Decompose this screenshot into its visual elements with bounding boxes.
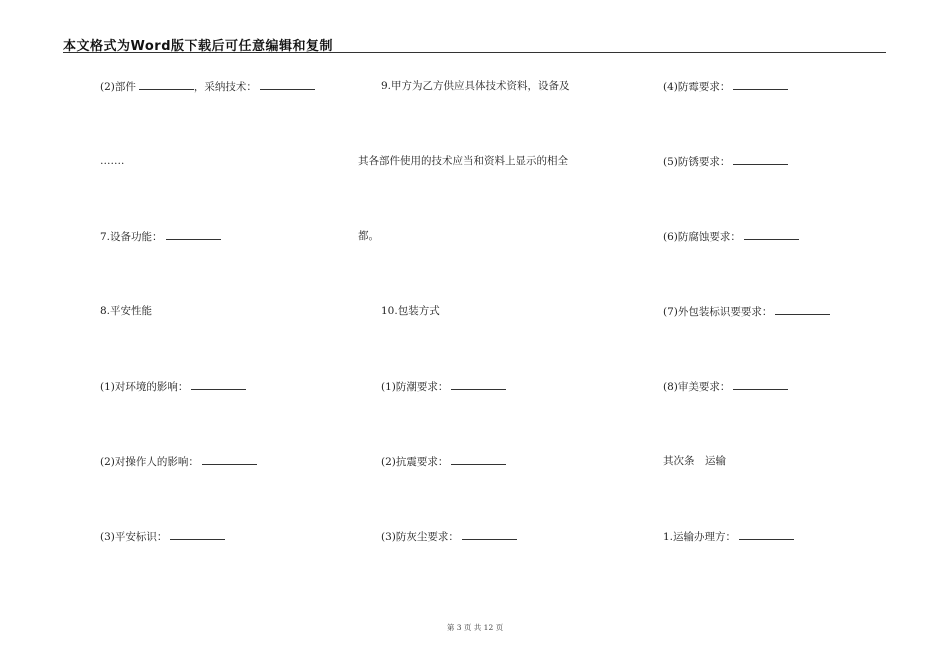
- col2-line-5: [381, 379, 506, 394]
- col3-line-5: [663, 379, 788, 394]
- col2-line-7: [381, 529, 517, 544]
- col2-line-4-text: 10.包装方式: [381, 305, 440, 317]
- fill-blank: [166, 229, 221, 240]
- col1-line-5-text: (1)对环境的影响：: [100, 381, 189, 393]
- header-title: 本文格式为Word版下载后可任意编辑和复制: [63, 39, 334, 54]
- col1-line-6: [100, 454, 257, 469]
- col2-line-3-text: 都。: [358, 230, 379, 242]
- col1-line-2: [100, 154, 124, 168]
- fill-blank: [744, 229, 799, 240]
- col1-line-1-mid: ，采纳技术：: [193, 81, 257, 93]
- col1-line-1: [100, 79, 315, 94]
- col1-line-2-text: …….: [100, 155, 125, 167]
- fill-blank: [191, 379, 246, 390]
- col2-line-1-text: 9.甲方为乙方供应具体技术资料，设备及: [381, 80, 570, 92]
- fill-blank: [775, 304, 830, 315]
- col2-line-6: [381, 454, 506, 469]
- col3-line-2: [663, 154, 788, 169]
- col1-line-1-text: (2)部件: [100, 81, 136, 93]
- col1-line-4-text: 8.平安性能: [100, 305, 153, 317]
- col3-line-6-text: 其次条 运输: [663, 455, 726, 467]
- col3-line-1-text: (4)防霉要求：: [663, 81, 731, 93]
- fill-blank: [733, 79, 788, 90]
- fill-blank: [451, 454, 506, 465]
- col1-line-7: [100, 529, 225, 544]
- fill-blank: [462, 529, 517, 540]
- fill-blank: [139, 79, 194, 90]
- col3-line-7: [663, 529, 794, 544]
- col2-line-1: [381, 79, 570, 93]
- col3-line-3: [663, 229, 799, 244]
- col1-line-6-text: (2)对操作人的影响：: [100, 456, 199, 468]
- col3-line-6: [663, 454, 726, 468]
- col3-line-4: [663, 304, 830, 319]
- fill-blank: [170, 529, 225, 540]
- col3-line-4-text: (7)外包装标识要要求：: [663, 306, 773, 318]
- col2-line-7-text: (3)防灰尘要求：: [381, 531, 459, 543]
- col2-line-3: [358, 229, 379, 243]
- col3-line-1: [663, 79, 788, 94]
- col2-line-4: [381, 304, 440, 318]
- col1-line-5: [100, 379, 246, 394]
- col1-line-7-text: (3)平安标识：: [100, 531, 168, 543]
- col3-line-7-text: 1.运输办理方：: [663, 531, 737, 543]
- fill-blank: [733, 379, 788, 390]
- col1-line-3: [100, 229, 221, 244]
- page-header: [63, 35, 886, 53]
- fill-blank: [451, 379, 506, 390]
- col3-line-3-text: (6)防腐蚀要求：: [663, 231, 741, 243]
- col1-line-4: [100, 304, 152, 318]
- fill-blank: [260, 79, 315, 90]
- fill-blank: [733, 154, 788, 165]
- fill-blank: [202, 454, 257, 465]
- col2-line-2-text: 其各部件使用的技术应当和资料上显示的相全: [358, 155, 568, 167]
- page-footer: 第 3 页 共 12 页: [446, 623, 504, 632]
- col2-line-6-text: (2)抗震要求：: [381, 456, 449, 468]
- fill-blank: [739, 529, 794, 540]
- col1-line-3-text: 7.设备功能：: [100, 231, 163, 243]
- col2-line-5-text: (1)防潮要求：: [381, 381, 449, 393]
- col2-line-2: [358, 154, 568, 168]
- col3-line-5-text: (8)审美要求：: [663, 381, 731, 393]
- col3-line-2-text: (5)防锈要求：: [663, 156, 731, 168]
